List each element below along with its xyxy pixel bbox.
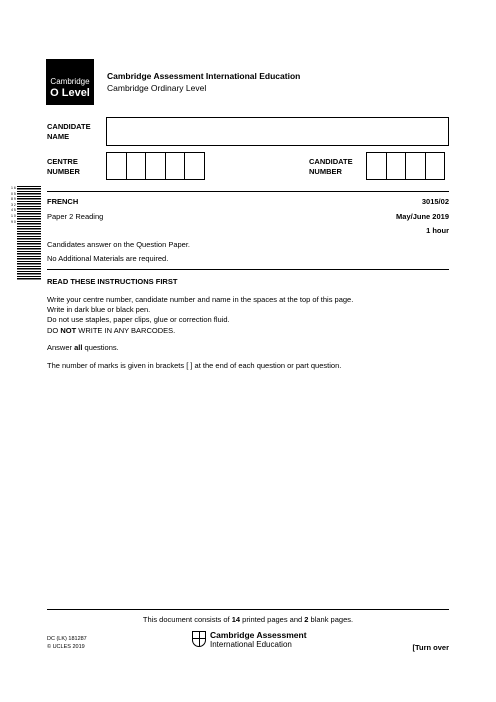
organisation-name: Cambridge Assessment International Education	[107, 71, 301, 81]
instruction-line: Write in dark blue or black pen.	[47, 305, 151, 315]
candidate-number-label: CANDIDATE NUMBER	[309, 157, 353, 176]
answer-on-paper-note: Candidates answer on the Question Paper.	[47, 240, 191, 249]
syllabus-code: 3015/02	[421, 197, 449, 206]
candidate-number-cell[interactable]	[425, 152, 446, 180]
materials-note: No Additional Materials are required.	[47, 254, 169, 263]
candidate-number-field[interactable]	[366, 152, 445, 180]
centre-number-field[interactable]	[106, 152, 205, 180]
candidate-number-cell[interactable]	[366, 152, 387, 180]
exam-session: May/June 2019	[396, 212, 449, 221]
centre-number-cell[interactable]	[184, 152, 205, 180]
candidate-number-cell[interactable]	[405, 152, 426, 180]
instructions-heading: READ THESE INSTRUCTIONS FIRST	[47, 277, 178, 286]
divider	[47, 269, 449, 270]
paper-title: Paper 2 Reading	[47, 212, 104, 221]
qualification-name: Cambridge Ordinary Level	[107, 83, 207, 93]
answer-all-line: Answer all questions.	[47, 343, 119, 352]
centre-number-cell[interactable]	[165, 152, 186, 180]
cambridge-o-level-logo	[46, 59, 94, 105]
page-count-note: This document consists of 14 printed pages and 2 blank pages.	[142, 615, 354, 624]
centre-number-cell[interactable]	[106, 152, 127, 180]
exam-duration: 1 hour	[426, 226, 449, 235]
instruction-line: Write your centre number, candidate number and name in the spaces at the top of this page.	[47, 295, 354, 304]
candidate-name-label: CANDIDATE NAME	[47, 122, 91, 141]
instruction-line: DO NOT WRITE IN ANY BARCODES.	[47, 325, 176, 335]
logo-line-2: O Level	[50, 87, 90, 99]
instructions-list	[47, 295, 353, 336]
divider	[47, 191, 449, 192]
candidate-name-field[interactable]	[106, 117, 449, 146]
cambridge-brand: Cambridge Assessment International Education	[210, 630, 307, 649]
centre-number-label: CENTRE NUMBER	[47, 157, 80, 176]
barcode-digits: 1 6 0 5 8 9 3 2 4 5 1 0 9 0	[11, 186, 16, 224]
centre-number-cell[interactable]	[126, 152, 147, 180]
centre-number-cell[interactable]	[145, 152, 166, 180]
turn-over-label: [Turn over	[412, 643, 449, 652]
divider	[47, 609, 449, 610]
instruction-line: Do not use staples, paper clips, glue or correction fluid.	[47, 315, 230, 325]
cambridge-crest-icon	[192, 631, 206, 647]
document-reference: DC (LK) 181287 © UCLES 2019	[47, 636, 87, 650]
barcode	[17, 186, 41, 280]
marks-note: The number of marks is given in brackets [ ] at the end of each question or part question.	[47, 361, 342, 370]
subject-title: FRENCH	[47, 197, 79, 206]
candidate-number-cell[interactable]	[386, 152, 407, 180]
logo-line-1: Cambridge	[50, 77, 90, 86]
